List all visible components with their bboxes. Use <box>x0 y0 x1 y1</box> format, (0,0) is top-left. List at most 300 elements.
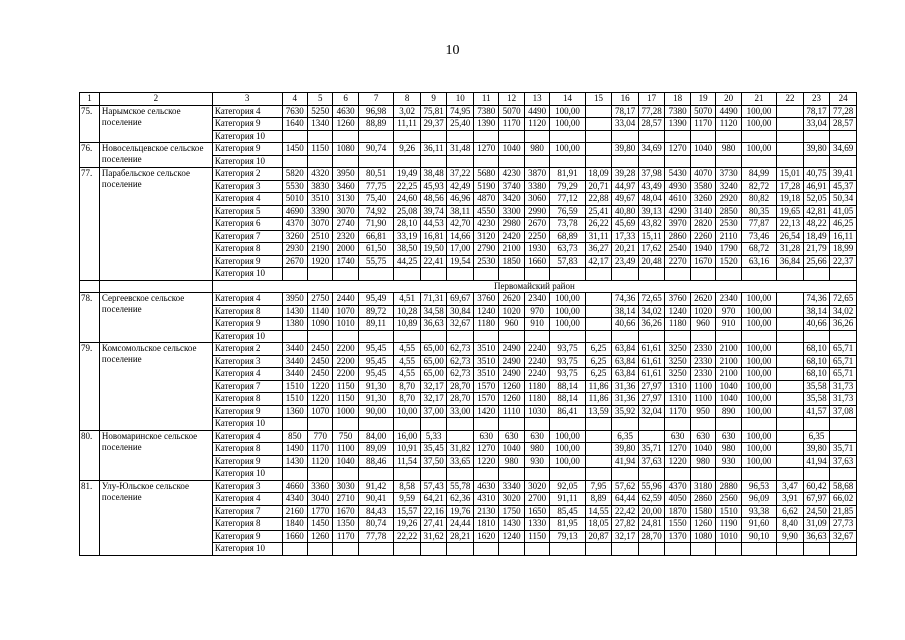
category-cell: Категория 10 <box>212 130 282 143</box>
value-cell: 1120 <box>524 118 549 131</box>
column-header-18: 18 <box>665 93 690 106</box>
value-cell: 3510 <box>307 193 332 206</box>
column-header-7: 7 <box>358 93 393 106</box>
value-cell: 100,00 <box>741 293 776 306</box>
value-cell <box>550 468 585 481</box>
value-cell: 3020 <box>499 493 524 506</box>
value-cell: 39,80 <box>612 443 639 456</box>
category-cell: Категория 10 <box>212 418 282 431</box>
value-cell <box>638 330 665 343</box>
value-cell: 1520 <box>716 255 741 268</box>
value-cell: 1040 <box>716 393 741 406</box>
value-cell: 2100 <box>716 355 741 368</box>
value-cell: 11,54 <box>394 455 421 468</box>
value-cell: 32,67 <box>830 530 857 543</box>
value-cell: 1510 <box>282 380 307 393</box>
value-cell: 68,10 <box>803 368 830 381</box>
value-cell <box>333 268 358 281</box>
value-cell <box>777 405 804 418</box>
value-cell: 34,69 <box>638 143 665 156</box>
value-cell: 1020 <box>690 305 715 318</box>
value-cell: 35,45 <box>420 443 447 456</box>
value-cell: 55,78 <box>447 480 474 493</box>
value-cell <box>612 130 639 143</box>
value-cell <box>777 318 804 331</box>
category-cell: Категория 10 <box>212 468 282 481</box>
value-cell: 980 <box>690 455 715 468</box>
value-cell: 1170 <box>690 118 715 131</box>
value-cell: 95,45 <box>358 343 393 356</box>
value-cell: 630 <box>665 430 690 443</box>
category-cell: Категория 7 <box>212 230 282 243</box>
value-cell: 3740 <box>499 180 524 193</box>
value-cell: 93,75 <box>550 343 585 356</box>
value-cell <box>830 418 857 431</box>
category-cell: Категория 10 <box>212 330 282 343</box>
value-cell: 18,09 <box>585 168 612 181</box>
value-cell: 62,73 <box>447 355 474 368</box>
value-cell: 19,65 <box>777 205 804 218</box>
value-cell <box>358 543 393 556</box>
value-cell: 100,00 <box>550 318 585 331</box>
value-cell: 2620 <box>499 293 524 306</box>
value-cell: 35,71 <box>830 443 857 456</box>
value-cell: 58,68 <box>830 480 857 493</box>
row-number: 75. <box>80 105 100 143</box>
value-cell: 38,14 <box>803 305 830 318</box>
value-cell <box>333 130 358 143</box>
value-cell <box>777 543 804 556</box>
value-cell <box>473 155 498 168</box>
value-cell <box>777 355 804 368</box>
value-cell <box>282 130 307 143</box>
category-cell: Категория 9 <box>212 318 282 331</box>
value-cell <box>524 543 549 556</box>
value-cell: 8,70 <box>394 380 421 393</box>
value-cell: 63,73 <box>550 243 585 256</box>
value-cell <box>473 268 498 281</box>
value-cell: 3240 <box>716 180 741 193</box>
value-cell: 630 <box>716 430 741 443</box>
value-cell: 80,51 <box>358 168 393 181</box>
value-cell: 2560 <box>716 493 741 506</box>
value-cell: 57,43 <box>420 480 447 493</box>
value-cell <box>803 330 830 343</box>
value-cell <box>524 130 549 143</box>
value-cell: 24,60 <box>394 193 421 206</box>
value-cell: 32,04 <box>638 405 665 418</box>
value-cell: 31,28 <box>777 243 804 256</box>
value-cell: 5680 <box>473 168 498 181</box>
value-cell: 71,90 <box>358 218 393 231</box>
value-cell: 22,37 <box>830 255 857 268</box>
column-header-20: 20 <box>716 93 741 106</box>
value-cell: 28,70 <box>447 380 474 393</box>
value-cell: 7630 <box>282 105 307 118</box>
value-cell <box>741 543 776 556</box>
value-cell <box>394 330 421 343</box>
value-cell: 5430 <box>665 168 690 181</box>
value-cell: 71,31 <box>420 293 447 306</box>
value-cell: 100,00 <box>550 430 585 443</box>
value-cell: 100,00 <box>741 305 776 318</box>
value-cell: 1180 <box>473 318 498 331</box>
column-header-3: 3 <box>212 93 282 106</box>
value-cell <box>665 155 690 168</box>
column-header-1: 1 <box>80 93 100 106</box>
value-cell: 1000 <box>333 405 358 418</box>
value-cell: 20,00 <box>638 505 665 518</box>
value-cell <box>690 418 715 431</box>
value-cell: 48,56 <box>420 193 447 206</box>
value-cell: 2440 <box>333 293 358 306</box>
value-cell <box>830 130 857 143</box>
value-cell: 1380 <box>282 318 307 331</box>
value-cell: 1340 <box>307 118 332 131</box>
value-cell: 42,17 <box>585 255 612 268</box>
value-cell: 37,00 <box>420 405 447 418</box>
value-cell: 33,19 <box>394 230 421 243</box>
value-cell: 79,29 <box>550 180 585 193</box>
value-cell <box>830 268 857 281</box>
value-cell: 3440 <box>282 355 307 368</box>
value-cell: 84,43 <box>358 505 393 518</box>
value-cell: 1420 <box>473 405 498 418</box>
value-cell <box>741 155 776 168</box>
value-cell: 2100 <box>499 243 524 256</box>
value-cell <box>665 468 690 481</box>
value-cell: 100,00 <box>741 455 776 468</box>
value-cell <box>690 268 715 281</box>
value-cell <box>803 418 830 431</box>
value-cell: 960 <box>690 318 715 331</box>
value-cell: 18,99 <box>830 243 857 256</box>
value-cell: 45,69 <box>612 218 639 231</box>
value-cell <box>307 268 332 281</box>
value-cell: 1040 <box>716 380 741 393</box>
value-cell: 1070 <box>307 405 332 418</box>
value-cell: 1080 <box>333 143 358 156</box>
value-cell: 35,92 <box>612 405 639 418</box>
value-cell: 34,58 <box>420 305 447 318</box>
value-cell: 4550 <box>473 205 498 218</box>
value-cell <box>777 293 804 306</box>
value-cell: 16,11 <box>830 230 857 243</box>
value-cell: 8,58 <box>394 480 421 493</box>
value-cell: 68,72 <box>741 243 776 256</box>
value-cell: 930 <box>716 455 741 468</box>
value-cell: 37,63 <box>830 455 857 468</box>
value-cell: 68,10 <box>803 343 830 356</box>
value-cell: 630 <box>524 430 549 443</box>
value-cell: 3260 <box>282 230 307 243</box>
value-cell <box>741 330 776 343</box>
value-cell: 980 <box>524 443 549 456</box>
value-cell: 3070 <box>333 205 358 218</box>
value-cell: 65,00 <box>420 355 447 368</box>
district-name: Первомайский район <box>212 280 856 293</box>
value-cell: 1100 <box>690 380 715 393</box>
value-cell: 28,70 <box>447 393 474 406</box>
value-cell <box>777 380 804 393</box>
value-cell: 1240 <box>473 305 498 318</box>
value-cell: 22,42 <box>612 505 639 518</box>
value-cell: 35,71 <box>638 443 665 456</box>
value-cell: 84,00 <box>358 430 393 443</box>
tariff-table-container <box>79 92 857 556</box>
value-cell: 4290 <box>665 205 690 218</box>
value-cell: 31,82 <box>447 443 474 456</box>
value-cell: 2450 <box>307 368 332 381</box>
value-cell: 910 <box>524 318 549 331</box>
value-cell: 36,63 <box>420 318 447 331</box>
value-cell <box>307 155 332 168</box>
value-cell <box>716 155 741 168</box>
value-cell: 1040 <box>499 143 524 156</box>
value-cell: 3420 <box>499 193 524 206</box>
value-cell: 4050 <box>665 493 690 506</box>
value-cell: 2490 <box>499 368 524 381</box>
value-cell <box>585 443 612 456</box>
row-number: 77. <box>80 168 100 281</box>
tariff-table <box>79 92 857 556</box>
row-number: 80. <box>80 430 100 480</box>
value-cell: 15,11 <box>638 230 665 243</box>
value-cell: 1030 <box>524 405 549 418</box>
value-cell <box>665 418 690 431</box>
value-cell: 10,89 <box>394 318 421 331</box>
value-cell: 100,00 <box>741 430 776 443</box>
value-cell <box>777 105 804 118</box>
value-cell: 74,92 <box>358 205 393 218</box>
value-cell: 74,36 <box>803 293 830 306</box>
value-cell: 42,49 <box>447 180 474 193</box>
value-cell: 5820 <box>282 168 307 181</box>
value-cell <box>638 268 665 281</box>
value-cell <box>307 418 332 431</box>
settlement-name: Парабельское сельское поселение <box>99 168 212 281</box>
value-cell <box>777 455 804 468</box>
value-cell <box>777 418 804 431</box>
value-cell <box>741 468 776 481</box>
value-cell <box>716 543 741 556</box>
value-cell: 4610 <box>665 193 690 206</box>
value-cell <box>638 155 665 168</box>
value-cell: 40,66 <box>803 318 830 331</box>
value-cell: 24,81 <box>638 518 665 531</box>
value-cell: 1840 <box>282 518 307 531</box>
value-cell: 4660 <box>282 480 307 493</box>
value-cell: 1650 <box>524 505 549 518</box>
value-cell: 67,97 <box>803 493 830 506</box>
value-cell: 1010 <box>333 318 358 331</box>
value-cell: 1180 <box>524 380 549 393</box>
value-cell <box>585 543 612 556</box>
value-cell: 100,00 <box>550 118 585 131</box>
value-cell: 2190 <box>307 243 332 256</box>
category-cell: Категория 8 <box>212 305 282 318</box>
value-cell: 24,50 <box>803 505 830 518</box>
value-cell: 1220 <box>307 380 332 393</box>
value-cell: 100,00 <box>741 318 776 331</box>
value-cell: 3300 <box>499 205 524 218</box>
value-cell: 6,35 <box>803 430 830 443</box>
value-cell <box>473 468 498 481</box>
value-cell <box>499 130 524 143</box>
value-cell: 1010 <box>716 530 741 543</box>
category-cell: Категория 9 <box>212 405 282 418</box>
value-cell: 3580 <box>690 180 715 193</box>
value-cell <box>394 468 421 481</box>
value-cell <box>830 468 857 481</box>
value-cell: 4370 <box>282 218 307 231</box>
value-cell <box>333 543 358 556</box>
value-cell: 3440 <box>282 343 307 356</box>
value-cell: 52,05 <box>803 193 830 206</box>
value-cell: 2700 <box>524 493 549 506</box>
value-cell: 28,57 <box>638 118 665 131</box>
value-cell <box>499 543 524 556</box>
value-cell: 6,35 <box>612 430 639 443</box>
value-cell: 27,82 <box>612 518 639 531</box>
value-cell: 2490 <box>499 343 524 356</box>
value-cell <box>420 268 447 281</box>
value-cell: 100,00 <box>741 118 776 131</box>
value-cell: 630 <box>473 430 498 443</box>
value-cell: 15,57 <box>394 505 421 518</box>
value-cell: 1260 <box>307 530 332 543</box>
value-cell <box>550 418 585 431</box>
value-cell: 22,13 <box>777 218 804 231</box>
value-cell: 2100 <box>716 343 741 356</box>
value-cell: 46,91 <box>803 180 830 193</box>
value-cell <box>612 330 639 343</box>
value-cell: 1430 <box>282 455 307 468</box>
value-cell: 74,36 <box>612 293 639 306</box>
value-cell <box>333 468 358 481</box>
value-cell: 18,05 <box>585 518 612 531</box>
value-cell: 78,17 <box>803 105 830 118</box>
value-cell: 1510 <box>282 393 307 406</box>
value-cell: 1930 <box>524 243 549 256</box>
value-cell: 1270 <box>665 443 690 456</box>
value-cell: 17,00 <box>447 243 474 256</box>
value-cell: 1790 <box>716 243 741 256</box>
value-cell: 28,10 <box>394 218 421 231</box>
value-cell <box>473 418 498 431</box>
value-cell: 2920 <box>716 193 741 206</box>
value-cell: 4,51 <box>394 293 421 306</box>
value-cell: 1360 <box>282 405 307 418</box>
value-cell: 1640 <box>282 118 307 131</box>
value-cell: 1660 <box>282 530 307 543</box>
category-cell: Категория 7 <box>212 505 282 518</box>
value-cell: 34,02 <box>638 305 665 318</box>
value-cell: 62,73 <box>447 368 474 381</box>
value-cell <box>447 418 474 431</box>
value-cell: 42,81 <box>803 205 830 218</box>
value-cell: 1240 <box>499 530 524 543</box>
value-cell: 31,73 <box>830 393 857 406</box>
value-cell: 3030 <box>333 480 358 493</box>
value-cell: 38,11 <box>447 205 474 218</box>
value-cell: 80,74 <box>358 518 393 531</box>
value-cell <box>716 468 741 481</box>
value-cell <box>803 155 830 168</box>
value-cell: 64,44 <box>612 493 639 506</box>
value-cell: 8,89 <box>585 493 612 506</box>
value-cell: 55,75 <box>358 255 393 268</box>
value-cell <box>690 543 715 556</box>
value-cell <box>499 268 524 281</box>
value-cell: 1550 <box>665 518 690 531</box>
value-cell: 1040 <box>333 455 358 468</box>
category-cell: Категория 8 <box>212 518 282 531</box>
value-cell: 25,66 <box>803 255 830 268</box>
value-cell: 91,30 <box>358 393 393 406</box>
value-cell <box>358 268 393 281</box>
value-cell: 90,41 <box>358 493 393 506</box>
value-cell: 4,55 <box>394 368 421 381</box>
column-header-14: 14 <box>550 93 585 106</box>
value-cell <box>716 268 741 281</box>
value-cell <box>777 155 804 168</box>
value-cell: 2530 <box>473 255 498 268</box>
value-cell: 36,26 <box>638 318 665 331</box>
value-cell: 1510 <box>716 505 741 518</box>
value-cell <box>550 130 585 143</box>
value-cell: 3260 <box>690 193 715 206</box>
value-cell: 1080 <box>690 530 715 543</box>
value-cell <box>420 330 447 343</box>
value-cell: 6,25 <box>585 343 612 356</box>
value-cell: 9,59 <box>394 493 421 506</box>
value-cell: 3,02 <box>394 105 421 118</box>
category-cell: Категория 4 <box>212 368 282 381</box>
value-cell: 96,98 <box>358 105 393 118</box>
value-cell: 100,00 <box>550 293 585 306</box>
value-cell: 24,44 <box>447 518 474 531</box>
table-row <box>80 430 857 443</box>
value-cell <box>473 330 498 343</box>
value-cell: 41,57 <box>803 405 830 418</box>
value-cell: 46,96 <box>447 193 474 206</box>
value-cell: 1150 <box>333 380 358 393</box>
value-cell: 770 <box>307 430 332 443</box>
value-cell: 65,00 <box>420 368 447 381</box>
value-cell: 96,53 <box>741 480 776 493</box>
value-cell: 970 <box>716 305 741 318</box>
value-cell: 1740 <box>333 255 358 268</box>
value-cell: 7380 <box>473 105 498 118</box>
value-cell <box>333 155 358 168</box>
value-cell <box>638 468 665 481</box>
value-cell: 88,14 <box>550 393 585 406</box>
value-cell: 910 <box>716 318 741 331</box>
value-cell: 2240 <box>524 368 549 381</box>
column-header-23: 23 <box>803 93 830 106</box>
value-cell: 77,12 <box>550 193 585 206</box>
value-cell: 3760 <box>473 293 498 306</box>
value-cell: 960 <box>499 318 524 331</box>
value-cell <box>585 155 612 168</box>
value-cell <box>585 430 612 443</box>
value-cell: 32,17 <box>420 380 447 393</box>
value-cell: 68,10 <box>803 355 830 368</box>
value-cell: 1920 <box>307 255 332 268</box>
value-cell: 17,62 <box>638 243 665 256</box>
value-cell: 77,28 <box>830 105 857 118</box>
